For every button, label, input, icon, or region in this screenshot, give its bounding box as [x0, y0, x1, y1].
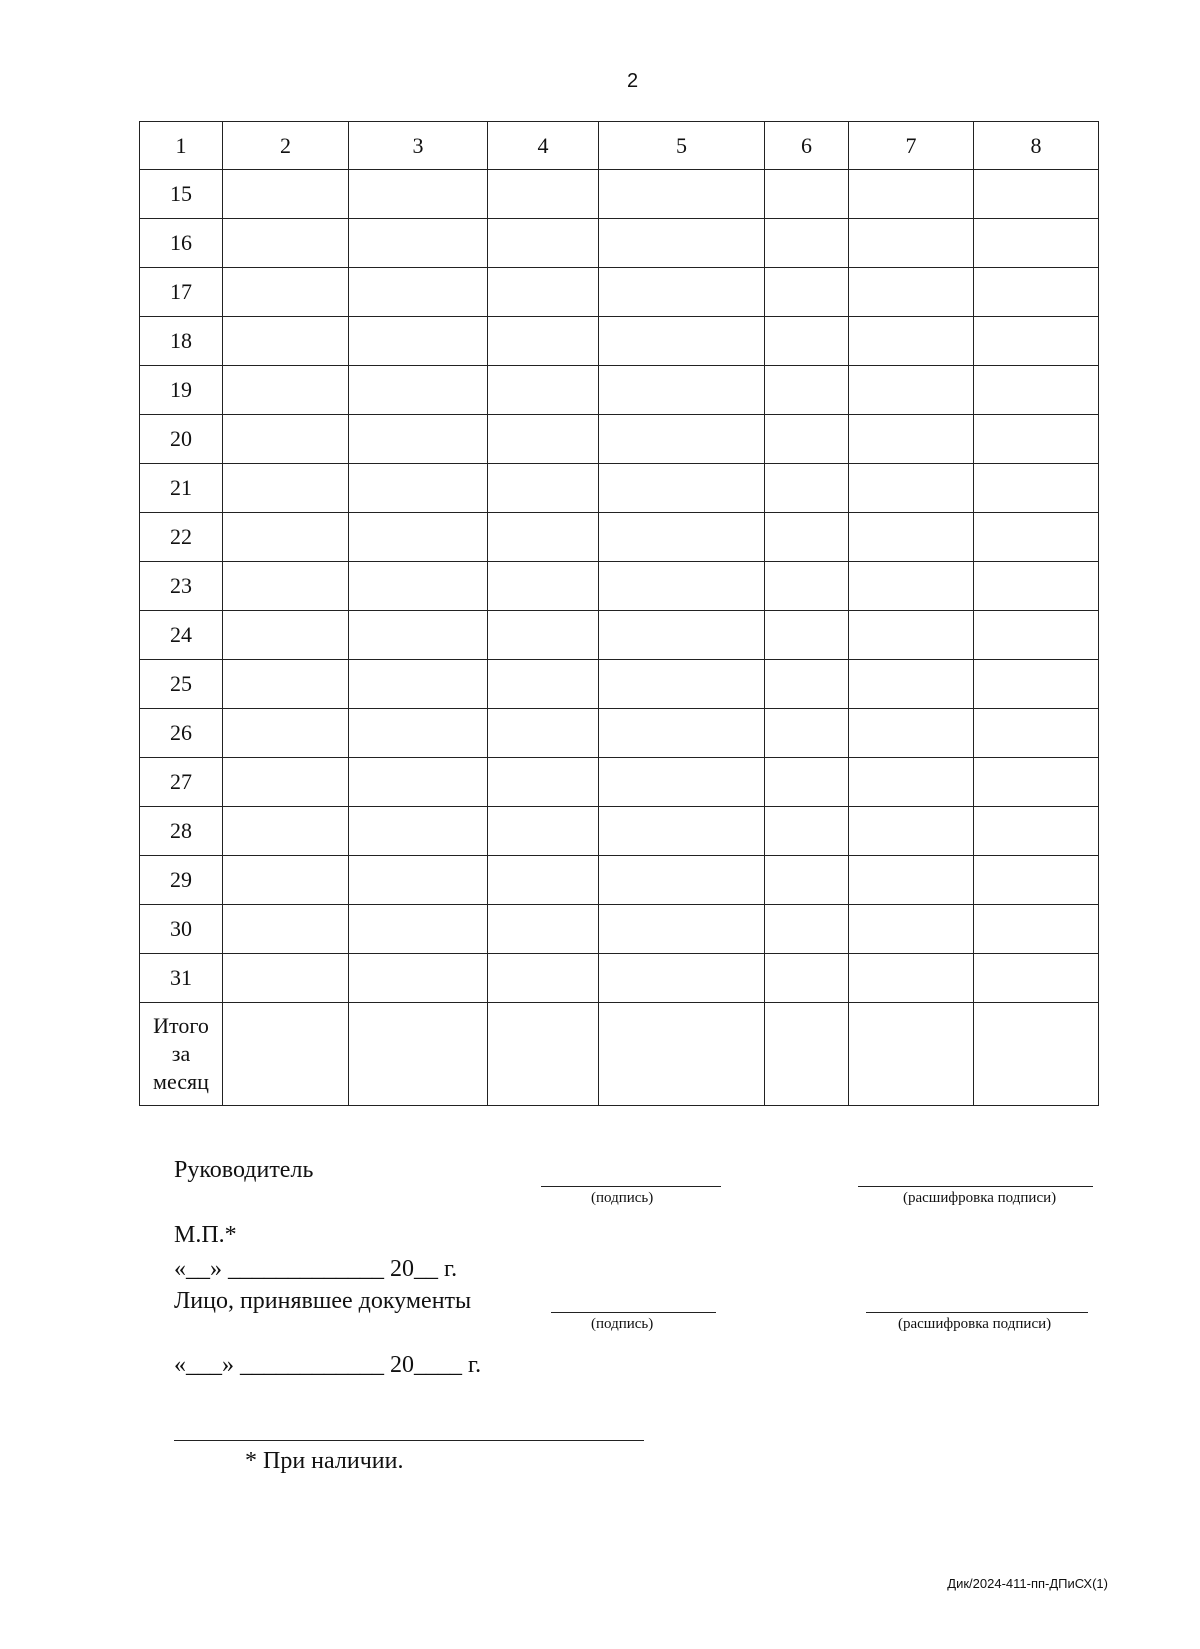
table-cell [349, 709, 488, 758]
table-cell [488, 905, 599, 954]
table-cell [599, 170, 765, 219]
table-cell [599, 513, 765, 562]
row-number: 22 [140, 513, 223, 562]
report-table [139, 121, 1099, 1106]
table-cell [849, 464, 974, 513]
table-cell [488, 268, 599, 317]
table-row [140, 856, 1099, 905]
head-decoding-line [858, 1186, 1093, 1187]
table-cell [599, 562, 765, 611]
column-header: 1 [140, 122, 223, 170]
table-cell [849, 170, 974, 219]
row-number: 16 [140, 219, 223, 268]
table-cell [974, 709, 1099, 758]
column-header: 7 [849, 122, 974, 170]
table-cell [349, 1003, 488, 1106]
table-row [140, 611, 1099, 660]
table-row [140, 660, 1099, 709]
page-number: 2 [626, 70, 639, 92]
table-cell [849, 366, 974, 415]
row-number: 27 [140, 758, 223, 807]
table-cell [849, 415, 974, 464]
table-cell [488, 317, 599, 366]
table-cell [223, 366, 349, 415]
table-cell [765, 856, 849, 905]
table-cell [223, 170, 349, 219]
table-cell [488, 562, 599, 611]
table-cell [349, 758, 488, 807]
table-row [140, 268, 1099, 317]
table-cell [974, 758, 1099, 807]
total-row [140, 1003, 1099, 1106]
table-cell [849, 758, 974, 807]
decoding-caption: (расшифровка подписи) [898, 1316, 1052, 1332]
table-row [140, 905, 1099, 954]
table-row [140, 709, 1099, 758]
table-cell [223, 807, 349, 856]
table-cell [223, 905, 349, 954]
head-label: Руководитель [174, 1157, 314, 1183]
table-cell [599, 415, 765, 464]
table-row [140, 464, 1099, 513]
table-cell [765, 415, 849, 464]
table-cell [974, 1003, 1099, 1106]
table-row [140, 513, 1099, 562]
table-cell [765, 611, 849, 660]
table-cell [974, 856, 1099, 905]
table-cell [849, 709, 974, 758]
table-cell [488, 170, 599, 219]
table-cell [488, 709, 599, 758]
table-cell [349, 660, 488, 709]
table-cell [765, 660, 849, 709]
row-number: 31 [140, 954, 223, 1003]
table-cell [765, 219, 849, 268]
table-cell [974, 905, 1099, 954]
table-cell [974, 170, 1099, 219]
table-row [140, 562, 1099, 611]
row-number: 15 [140, 170, 223, 219]
table-cell [223, 758, 349, 807]
column-header: 4 [488, 122, 599, 170]
table-cell [765, 317, 849, 366]
date-line-receiver: «___» ____________ 20____ г. [174, 1352, 482, 1378]
table-cell [349, 170, 488, 219]
table-cell [765, 807, 849, 856]
table-cell [349, 856, 488, 905]
table-cell [349, 562, 488, 611]
row-number: 29 [140, 856, 223, 905]
column-header: 2 [223, 122, 349, 170]
table-cell [974, 660, 1099, 709]
table-cell [488, 660, 599, 709]
table-cell [599, 219, 765, 268]
document-code: Дик/2024-411-пп-ДПиСХ(1) [947, 1576, 1108, 1591]
table-cell [974, 562, 1099, 611]
table-cell [974, 366, 1099, 415]
receiver-label: Лицо, принявшее документы [174, 1288, 472, 1314]
row-number: 28 [140, 807, 223, 856]
table-cell [349, 611, 488, 660]
head-signature-line [541, 1186, 721, 1187]
row-number: 25 [140, 660, 223, 709]
table-cell [488, 366, 599, 415]
table-cell [349, 954, 488, 1003]
table-cell [974, 219, 1099, 268]
table-cell [599, 660, 765, 709]
table-row [140, 317, 1099, 366]
table-cell [488, 856, 599, 905]
table-cell [349, 464, 488, 513]
table-cell [765, 905, 849, 954]
table-cell [349, 268, 488, 317]
table-cell [765, 954, 849, 1003]
signature-caption: (подпись) [591, 1190, 654, 1206]
table-cell [223, 611, 349, 660]
table-cell [765, 709, 849, 758]
table-header-row [140, 122, 1099, 170]
table-cell [349, 415, 488, 464]
table-cell [974, 513, 1099, 562]
table-cell [223, 660, 349, 709]
table-cell [599, 317, 765, 366]
receiver-decoding-line [866, 1312, 1088, 1313]
table-cell [849, 611, 974, 660]
table-cell [849, 317, 974, 366]
table-cell [849, 856, 974, 905]
table-cell [223, 709, 349, 758]
table-cell [223, 1003, 349, 1106]
column-header: 5 [599, 122, 765, 170]
table-cell [223, 219, 349, 268]
table-row [140, 954, 1099, 1003]
table-cell [974, 807, 1099, 856]
table-cell [349, 219, 488, 268]
table-cell [974, 954, 1099, 1003]
table-cell [765, 562, 849, 611]
row-number: 26 [140, 709, 223, 758]
table-cell [223, 268, 349, 317]
row-number: 23 [140, 562, 223, 611]
table-cell [849, 1003, 974, 1106]
table-cell [849, 219, 974, 268]
table-row [140, 170, 1099, 219]
table-cell [599, 709, 765, 758]
table-row [140, 807, 1099, 856]
table-cell [849, 807, 974, 856]
table-cell [488, 758, 599, 807]
table-cell [974, 464, 1099, 513]
table-row [140, 758, 1099, 807]
row-number: 24 [140, 611, 223, 660]
table-cell [488, 954, 599, 1003]
table-cell [849, 660, 974, 709]
footnote-separator [174, 1440, 644, 1441]
table-cell [488, 1003, 599, 1106]
table-cell [488, 464, 599, 513]
row-number: 30 [140, 905, 223, 954]
table-cell [488, 807, 599, 856]
table-cell [849, 954, 974, 1003]
row-number: 19 [140, 366, 223, 415]
table-cell [765, 268, 849, 317]
table-cell [765, 758, 849, 807]
table-cell [488, 513, 599, 562]
footnote: * При наличии. [245, 1448, 404, 1474]
table-cell [765, 464, 849, 513]
column-header: 8 [974, 122, 1099, 170]
table-cell [599, 905, 765, 954]
table-cell [849, 562, 974, 611]
column-header: 3 [349, 122, 488, 170]
table-cell [849, 905, 974, 954]
table-cell [223, 562, 349, 611]
table-cell [599, 611, 765, 660]
table-row [140, 415, 1099, 464]
table-cell [223, 317, 349, 366]
table-cell [599, 758, 765, 807]
table-cell [599, 954, 765, 1003]
table-cell [349, 905, 488, 954]
table-cell [974, 415, 1099, 464]
table-cell [599, 366, 765, 415]
table-cell [488, 611, 599, 660]
table-cell [349, 513, 488, 562]
receiver-signature-line [551, 1312, 716, 1313]
row-number: 18 [140, 317, 223, 366]
signature-caption: (подпись) [591, 1316, 654, 1332]
decoding-caption: (расшифровка подписи) [903, 1190, 1057, 1206]
table-cell [765, 366, 849, 415]
stamp-label: М.П.* [174, 1222, 237, 1248]
table-row [140, 219, 1099, 268]
row-number: 21 [140, 464, 223, 513]
table-cell [765, 1003, 849, 1106]
table-cell [223, 954, 349, 1003]
table-cell [599, 856, 765, 905]
table-cell [974, 317, 1099, 366]
table-cell [974, 268, 1099, 317]
table-cell [599, 464, 765, 513]
table-cell [223, 856, 349, 905]
table-cell [599, 268, 765, 317]
table-cell [765, 170, 849, 219]
table-cell [765, 513, 849, 562]
date-line-head: «__» _____________ 20__ г. [174, 1256, 458, 1282]
row-number: 17 [140, 268, 223, 317]
table-cell [223, 464, 349, 513]
table-cell [223, 513, 349, 562]
table-cell [599, 807, 765, 856]
column-header: 6 [765, 122, 849, 170]
table-cell [599, 1003, 765, 1106]
table-cell [223, 415, 349, 464]
table-cell [488, 219, 599, 268]
row-number: 20 [140, 415, 223, 464]
table-cell [349, 317, 488, 366]
total-label: Итого за месяц [140, 1003, 223, 1106]
table-cell [849, 513, 974, 562]
table-cell [349, 807, 488, 856]
table-row [140, 366, 1099, 415]
table-cell [488, 415, 599, 464]
table-cell [849, 268, 974, 317]
table-cell [974, 611, 1099, 660]
table-cell [349, 366, 488, 415]
